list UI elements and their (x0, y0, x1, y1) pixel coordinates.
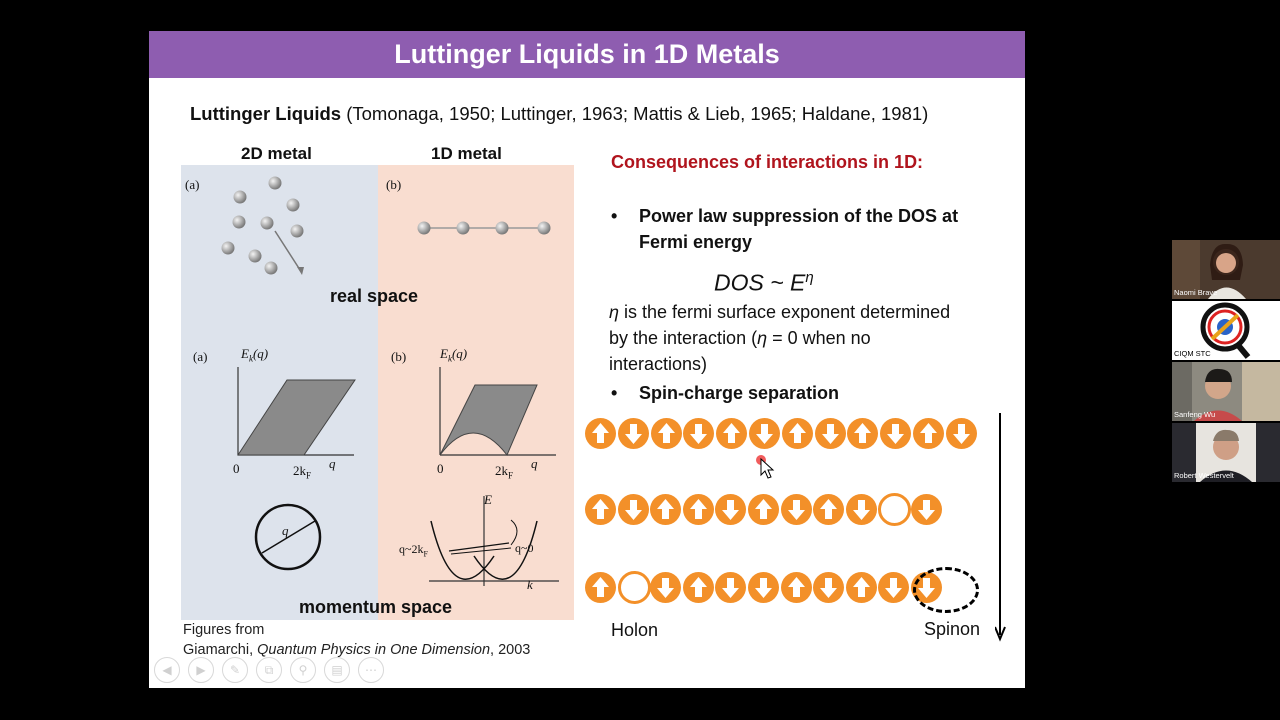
spin-down-icon (748, 572, 779, 603)
participant-tile[interactable] (1172, 301, 1280, 360)
spin-up-icon (748, 494, 779, 525)
spin-up-icon (585, 494, 616, 525)
spin-up-icon (846, 572, 877, 603)
spin-down-icon (781, 494, 812, 525)
spin-down-icon (911, 494, 942, 525)
consequences-heading: Consequences of interactions in 1D: (611, 152, 924, 172)
spin-up-icon (813, 494, 844, 525)
spin-up-icon (913, 418, 944, 449)
bullet-power-law: • Power law suppression of the DOS at Fermi energy (611, 206, 959, 252)
q-axis-label-right: q (531, 456, 538, 471)
participant-tile[interactable] (1172, 423, 1280, 482)
eta-description: η is the fermi surface exponent determined by the interaction (η = 0 when no interactions) (609, 302, 951, 374)
presentation-slide (149, 31, 1025, 688)
fermi-circle-figure (249, 501, 329, 576)
participant-name: Naomi Brave (1174, 288, 1218, 297)
spin-down-icon (813, 572, 844, 603)
spin-up-icon (651, 418, 682, 449)
excitation-spectrum-2d-figure (229, 349, 369, 481)
prev-icon[interactable]: ◀ (154, 657, 180, 683)
zero-label-right: 0 (437, 461, 444, 476)
two-kf-label-left: $2k_F$ (293, 463, 312, 481)
dos-formula: DOS ~ $E^\eta$ (714, 269, 814, 296)
spin-down-icon (846, 494, 877, 525)
spin-down-icon (618, 494, 649, 525)
spinon-highlight (913, 567, 979, 613)
bullet-spin-charge: • Spin-charge separation (611, 383, 840, 403)
k-axis-label: k (527, 577, 533, 592)
ek-label-left: $E_k(q)$ (241, 346, 269, 364)
slides-icon[interactable]: ▤ (324, 657, 350, 683)
fig-label-b-mid: (b) (391, 349, 407, 364)
copy-icon[interactable]: ⧉ (256, 657, 282, 683)
spin-up-icon (782, 418, 813, 449)
fig-label-a-mid: (a) (193, 349, 208, 364)
dispersion-1d-figure (419, 491, 569, 596)
spin-up-icon (650, 494, 681, 525)
fig-label-a-top: (a) (185, 177, 200, 192)
more-icon[interactable]: ⋯ (358, 657, 384, 683)
spinon-label: Spinon (924, 619, 981, 639)
holon-label: Holon (611, 620, 659, 640)
spin-up-icon (716, 418, 747, 449)
spin-down-icon (878, 572, 909, 603)
subtitle-references: (Tomonaga, 1950; Luttinger, 1963; Mattis & Lieb, 1965; Haldane, 1981) (341, 103, 929, 124)
zoom-icon[interactable]: ⚲ (290, 657, 316, 683)
participant-tile[interactable] (1172, 362, 1280, 421)
q-0-label: q~0 (515, 541, 534, 555)
real-space-1d-figure (409, 216, 559, 241)
e-axis-label: E (484, 492, 492, 507)
spin-down-icon (618, 418, 649, 449)
spin-down-icon (683, 418, 714, 449)
spin-down-icon (715, 494, 746, 525)
fig-label-b-top: (b) (386, 177, 402, 192)
q-2kf-label: $q\sim 2k_F$ (399, 542, 428, 559)
time-arrow-icon (995, 413, 1007, 643)
spin-up-icon (781, 572, 812, 603)
slide-title: Luttinger Liquids in 1D Metals (149, 31, 1025, 78)
ek-label-right: $E_k(q)$ (440, 346, 468, 364)
slide-subtitle (190, 103, 928, 125)
q-axis-label-left: q (329, 456, 336, 471)
spin-up-icon (683, 572, 714, 603)
participant-tile[interactable] (1172, 240, 1280, 299)
heading-2d-metal: 2D metal (241, 144, 312, 163)
real-space-label: real space (330, 286, 419, 306)
caption-line2: Giamarchi, Quantum Physics in One Dimension, 2003 (183, 642, 531, 658)
participant-name: Sanfeng Wu (1174, 410, 1216, 419)
spin-up-icon (683, 494, 714, 525)
zero-label-left: 0 (233, 461, 240, 476)
two-kf-label-right: $2k_F$ (495, 463, 514, 481)
excitation-spectrum-1d-figure (431, 349, 571, 481)
spin-up-icon (585, 418, 616, 449)
participant-name: CIQM STC (1174, 349, 1211, 358)
spin-up-icon (585, 572, 616, 603)
subtitle-bold: Luttinger Liquids (190, 103, 342, 124)
spin-down-icon (715, 572, 746, 603)
holon-site (618, 571, 651, 604)
spin-down-icon (749, 418, 780, 449)
spin-down-icon (815, 418, 846, 449)
spin-down-icon (946, 418, 977, 449)
spin-down-icon (650, 572, 681, 603)
figure-caption (183, 620, 530, 660)
heading-1d-metal: 1D metal (431, 144, 502, 163)
caption-line1: Figures from (183, 622, 265, 638)
spin-up-icon (847, 418, 878, 449)
next-icon[interactable]: ▶ (188, 657, 214, 683)
mouse-pointer-icon (756, 455, 778, 481)
real-space-2d-figure (181, 171, 378, 281)
pen-icon[interactable]: ✎ (222, 657, 248, 683)
momentum-space-label: momentum space (299, 597, 453, 617)
q-circle-label: q (282, 523, 289, 538)
participant-name: Robert Westervelt (1174, 471, 1234, 480)
holon-site (878, 493, 911, 526)
spin-down-icon (880, 418, 911, 449)
